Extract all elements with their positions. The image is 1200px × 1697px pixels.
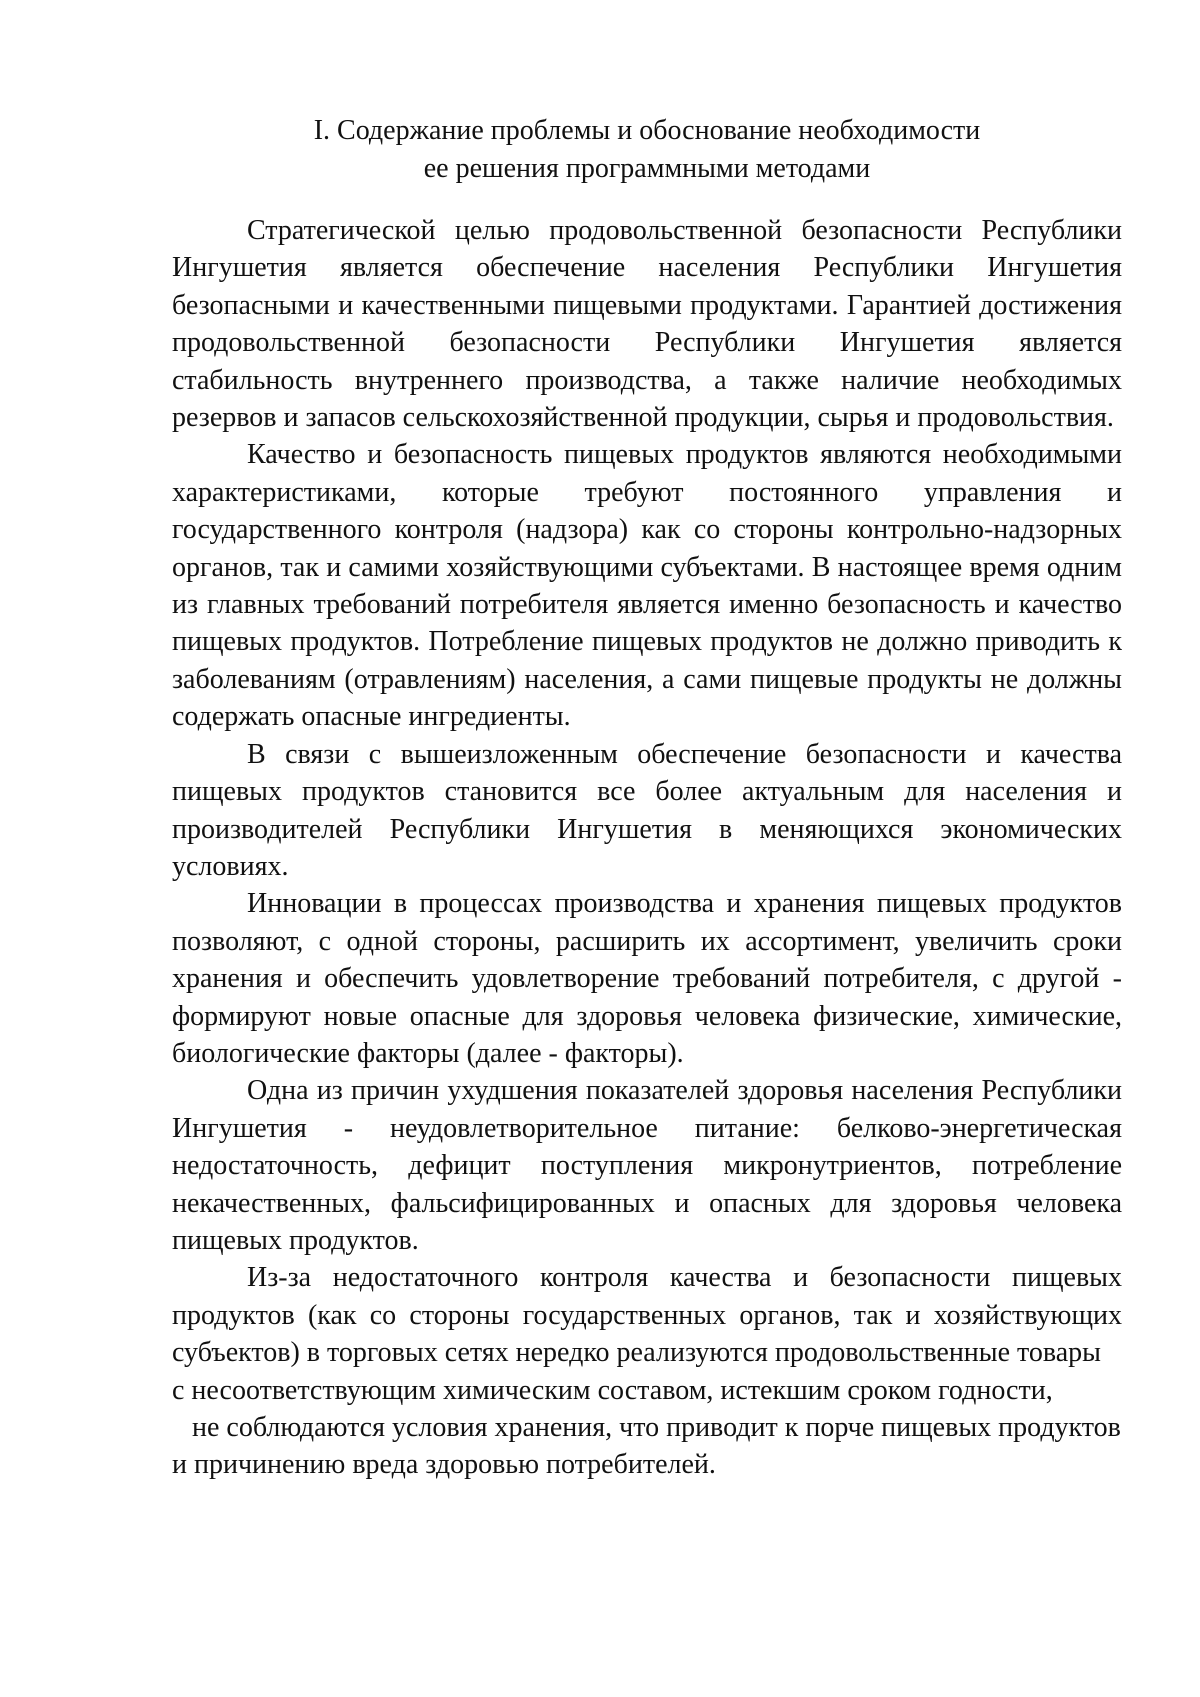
paragraph-6: Из-за недостаточного контроля качества и безопасности пищевых продуктов (как со стороны государственных органов, так и хозяйствующих субъектов) в торговых сетях нередко реализуются продовольственные товары	[172, 1262, 1122, 1369]
paragraph-5: Одна из причин ухудшения показателей здоровья населения Республики Ингушетия - неудовлетворительное питание: белково-энергетическая недостаточность, дефицит поступления микронутриентов, потребление некачественных, фальсифицированных и опасных для здоровья человека пищевых продуктов.	[172, 1075, 1122, 1256]
paragraph-8: не соблюдаются условия хранения, что приводит к порче пищевых продуктов	[192, 1412, 1121, 1443]
paragraph-1: Стратегической целью продовольственной безопасности Республики Ингушетия является обеспечение населения Республики Ингушетия безопасными и качественными пищевыми продуктами. Гарантией достижения продовольственной безопасности Республики Ингушетия является стабильность внутреннего производства, а также наличие необходимых резервов и запасов сельскохозяйственной продукции, сырья и продовольствия.	[172, 215, 1122, 434]
document-body	[172, 212, 1122, 1484]
section-heading-line-1: I. Содержание проблемы и обоснование необходимости	[313, 115, 981, 146]
section-heading	[172, 112, 1122, 188]
paragraph-4: Инновации в процессах производства и хранения пищевых продуктов позволяют, с одной стороны, расширить их ассортимент, увеличить сроки хранения и обеспечить удовлетворение требований потребителя, с другой - формируют новые опасные для здоровья человека физические, химические, биологические факторы (далее - факторы).	[172, 888, 1122, 1069]
paragraph-9: и причинению вреда здоровью потребителей.	[172, 1449, 716, 1481]
paragraph-7: с несоответствующим химическим составом, истекшим сроком годности,	[172, 1374, 1053, 1406]
section-heading-line-2: ее решения программными методами	[423, 153, 871, 184]
paragraph-2: Качество и безопасность пищевых продуктов являются необходимыми характеристиками, которые требуют постоянного управления и государственного контроля (надзора) как со стороны контрольно-надзорных органов, так и самими хозяйствующими субъектами. В настоящее время одним из главных требований потребителя является именно безопасность и качество пищевых продуктов. Потребление пищевых продуктов не должно приводить к заболеваниям (отравлениям) населения, а сами пищевые продукты не должны содержать опасные ингредиенты.	[172, 439, 1122, 733]
paragraph-3: В связи с вышеизложенным обеспечение безопасности и качества пищевых продуктов становится все более актуальным для населения и производителей Республики Ингушетия в меняющихся экономических условиях.	[172, 738, 1122, 882]
